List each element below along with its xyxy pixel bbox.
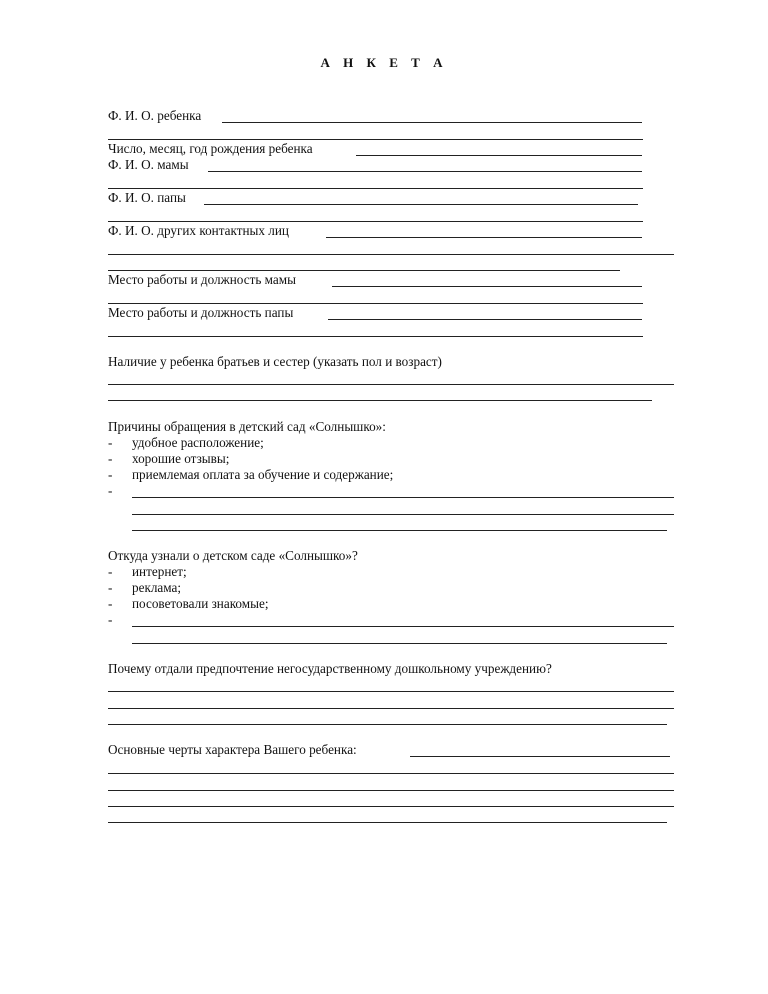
preference-answer-line-2[interactable] <box>108 708 674 709</box>
preference-question: Почему отдали предпочтение негосударственному дошкольному учреждению? <box>108 661 552 676</box>
other-contacts-field-cont2[interactable] <box>108 270 620 271</box>
source-dash-3: - <box>108 596 113 611</box>
source-dash-1: - <box>108 564 113 579</box>
reasons-dash-other: - <box>108 483 113 498</box>
father-work-label: Место работы и должность папы <box>108 305 294 320</box>
other-contacts-label: Ф. И. О. других контактных лиц <box>108 223 289 238</box>
father-work-field[interactable] <box>328 319 642 320</box>
character-answer-line-2[interactable] <box>108 790 674 791</box>
child-name-label: Ф. И. О. ребенка <box>108 108 202 123</box>
father-name-field[interactable] <box>204 204 638 205</box>
character-answer-line-4[interactable] <box>108 822 667 823</box>
mother-work-label: Место работы и должность мамы <box>108 272 296 287</box>
mother-name-field[interactable] <box>208 171 642 172</box>
reasons-option-2: хорошие отзывы; <box>132 451 230 466</box>
source-option-2: реклама; <box>132 580 182 595</box>
source-question: Откуда узнали о детском саде «Солнышко»? <box>108 548 358 563</box>
preference-answer-line-3[interactable] <box>108 724 667 725</box>
reasons-option-3: приемлемая оплата за обучение и содержание; <box>132 467 394 482</box>
character-answer-field[interactable] <box>410 756 670 757</box>
reasons-other-line-3[interactable] <box>132 530 667 531</box>
child-dob-field[interactable] <box>356 155 642 156</box>
source-dash-2: - <box>108 580 113 595</box>
child-name-field[interactable] <box>222 122 642 123</box>
siblings-question: Наличие у ребенка братьев и сестер (указать пол и возраст) <box>108 354 442 369</box>
reasons-question: Причины обращения в детский сад «Солнышко»: <box>108 419 386 434</box>
father-name-field-cont[interactable] <box>108 221 643 222</box>
reasons-dash-2: - <box>108 451 113 466</box>
reasons-option-1: удобное расположение; <box>132 435 264 450</box>
source-other-line-1[interactable] <box>132 626 674 627</box>
reasons-dash-3: - <box>108 467 113 482</box>
mother-work-field-cont[interactable] <box>108 303 643 304</box>
father-work-field-cont[interactable] <box>108 336 643 337</box>
source-dash-other: - <box>108 612 113 627</box>
other-contacts-field[interactable] <box>326 237 642 238</box>
mother-name-field-cont[interactable] <box>108 188 643 189</box>
mother-work-field[interactable] <box>332 286 642 287</box>
form-title: А Н К Е Т А <box>320 55 448 70</box>
character-answer-line-1[interactable] <box>108 773 674 774</box>
child-dob-label: Число, месяц, год рождения ребенка <box>108 141 313 156</box>
father-name-label: Ф. И. О. папы <box>108 190 186 205</box>
other-contacts-field-cont[interactable] <box>108 254 674 255</box>
siblings-answer-line-1[interactable] <box>108 384 674 385</box>
reasons-other-line-2[interactable] <box>132 514 674 515</box>
siblings-answer-line-2[interactable] <box>108 400 652 401</box>
source-other-line-2[interactable] <box>132 643 667 644</box>
source-option-1: интернет; <box>132 564 187 579</box>
mother-name-label: Ф. И. О. мамы <box>108 157 189 172</box>
character-question: Основные черты характера Вашего ребенка: <box>108 742 357 757</box>
preference-answer-line-1[interactable] <box>108 691 674 692</box>
source-option-3: посоветовали знакомые; <box>132 596 269 611</box>
character-answer-line-3[interactable] <box>108 806 674 807</box>
reasons-other-line-1[interactable] <box>132 497 674 498</box>
reasons-dash-1: - <box>108 435 113 450</box>
child-name-field-cont[interactable] <box>108 139 643 140</box>
